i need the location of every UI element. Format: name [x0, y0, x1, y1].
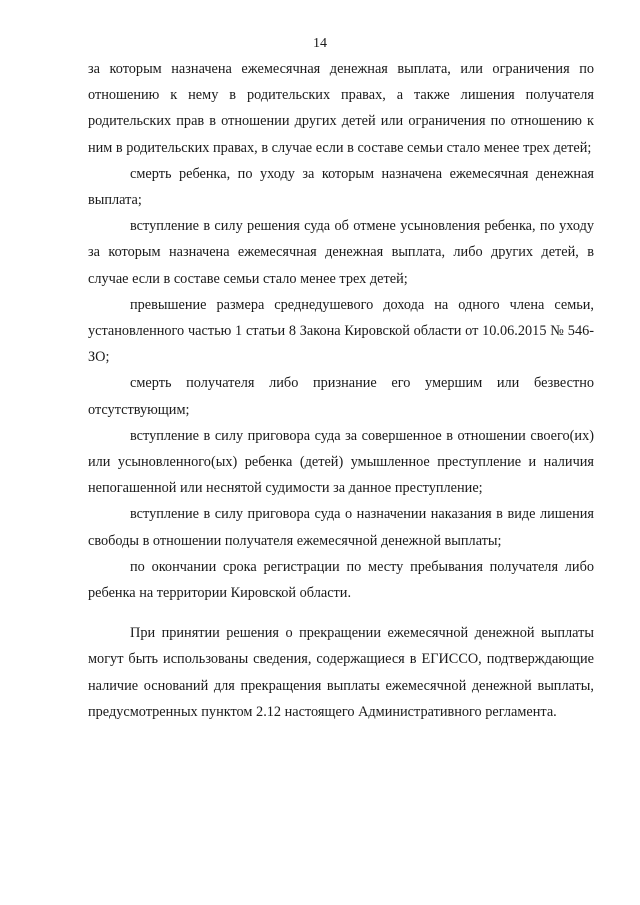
paragraph-continued: за которым назначена ежемесячная денежная выплата, или ограничения по отношению к нему в родительских правах, а также лишения получателя родительских прав в отношении других детей или ограничения по отношению к ним в родительских правах, в случае если в составе семьи стало менее трех детей;: [88, 61, 594, 156]
paragraph-crime-conviction: вступление в силу приговора суда за совершенное в отношении своего(их) или усыновленного(ых) ребенка (детей) умышленное преступление и наличия непогашенной или неснятой судимости за данное преступление;: [88, 427, 594, 497]
paragraph-decision: При принятии решения о прекращении ежемесячной денежной выплаты могут быть использованы сведения, содержащиеся в ЕГИССО, подтверждающие наличие оснований для прекращения выплаты ежемесячной денежной выплаты, предусмотренных пунктом 2.12 настоящего Административного регламента.: [88, 625, 594, 720]
paragraph-adoption-cancel: вступление в силу решения суда об отмене усыновления ребенка, по уходу за которым назначена ежемесячная денежная выплата, либо других детей, в случае если в составе семьи стало менее трех детей;: [88, 218, 594, 287]
paragraph-registration-end: по окончании срока регистрации по месту пребывания получателя либо ребенка на территории Кировской области.: [88, 558, 594, 602]
paragraph-income-excess: превышение размера среднедушевого дохода на одного члена семьи, установленного частью 1 статьи 8 Закона Кировской области от 10.06.2015 № 546-ЗО;: [88, 296, 594, 366]
paragraph-imprisonment: вступление в силу приговора суда о назначении наказания в виде лишения свободы в отношении получателя ежемесячной денежной выплаты;: [88, 506, 594, 549]
page-number: 14: [313, 36, 327, 51]
paragraph-child-death: смерть ребенка, по уходу за которым назначена ежемесячная денежная выплата;: [88, 165, 594, 209]
paragraph-recipient-death: смерть получателя либо признание его умершим или безвестно отсутствующим;: [88, 375, 594, 418]
document-body: [88, 56, 594, 725]
